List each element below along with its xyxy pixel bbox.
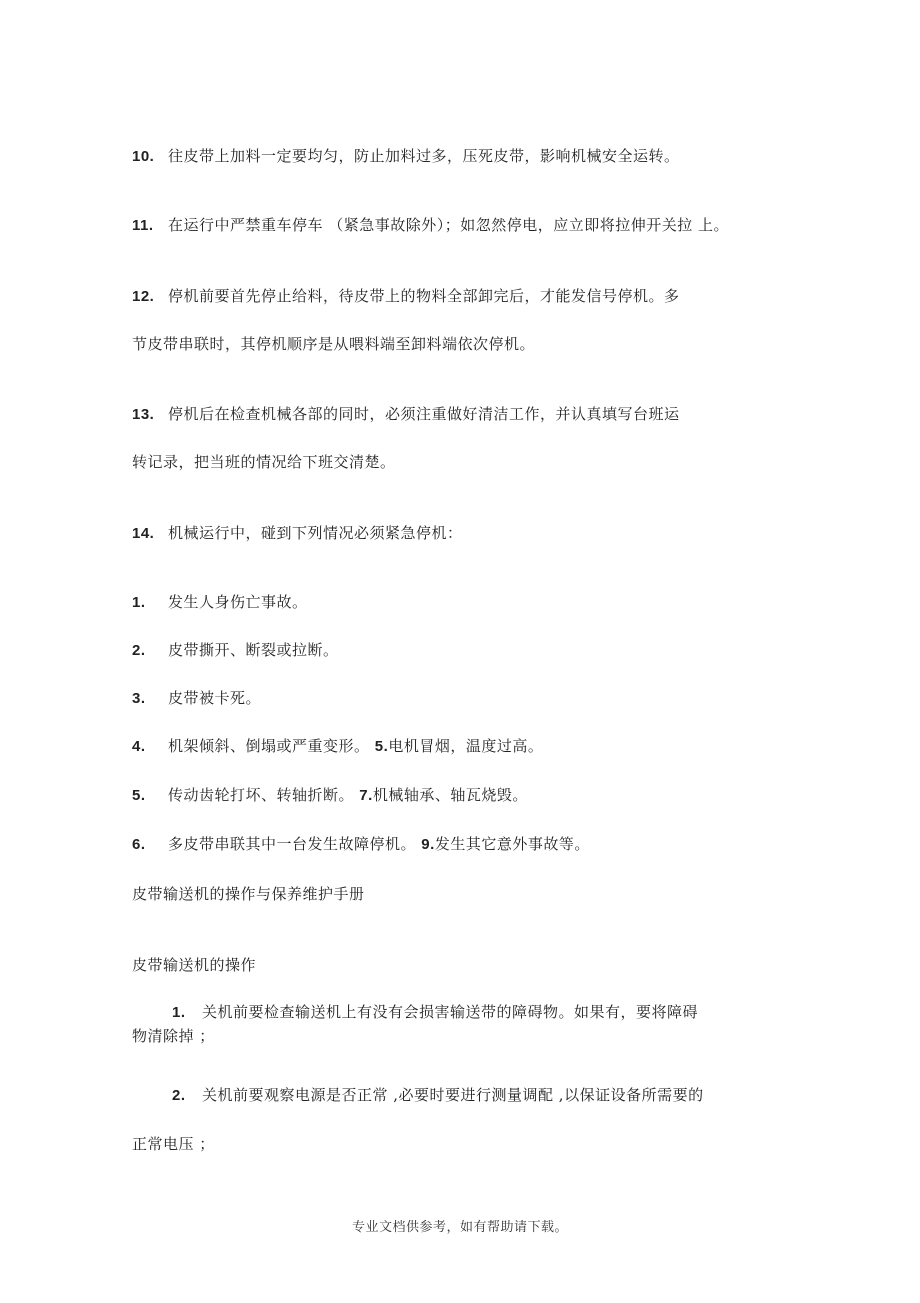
rule-11 — [132, 215, 729, 236]
rule-text: 机械运行中，碰到下列情况必须紧急停机： — [168, 524, 463, 542]
emergency-item-2 — [132, 640, 339, 661]
operation-text-continued: 正常电压 ； — [132, 1135, 215, 1153]
emergency-inline-number: 5. — [374, 738, 389, 755]
emergency-item-4 — [132, 736, 543, 757]
operation-text-continued: 物清除掉 ； — [132, 1027, 215, 1045]
emergency-number: 1. — [132, 594, 146, 611]
emergency-number: 4. — [132, 738, 146, 755]
rule-text: 停机前要首先停止给料，待皮带上的物料全部卸完后，才能发信号停机。多 — [168, 287, 680, 305]
operation-step-2-continuation — [132, 1134, 215, 1154]
operation-step-1-continuation — [132, 1026, 215, 1046]
rule-14 — [132, 523, 463, 544]
rule-number: 10. — [132, 148, 155, 165]
rule-13 — [132, 404, 680, 425]
emergency-text: 多皮带串联其中一台发生故障停机。 — [168, 835, 417, 853]
rule-12 — [132, 286, 680, 307]
rule-number: 13. — [132, 406, 155, 423]
rule-text: 往皮带上加料一定要均匀，防止加料过多，压死皮带，影响机械安全运转。 — [168, 147, 680, 165]
section-title: 皮带输送机的操作 — [132, 956, 257, 974]
rule-number: 14. — [132, 525, 155, 542]
emergency-number: 3. — [132, 690, 146, 707]
operation-step-2 — [172, 1085, 704, 1106]
rule-number: 11. — [132, 217, 154, 234]
emergency-text: 传动齿轮打坏、转轴折断。 — [168, 786, 355, 804]
emergency-item-5 — [132, 785, 528, 806]
emergency-item-3 — [132, 688, 261, 709]
rule-text-continued: 节皮带串联时，其停机顺序是从喂料端至卸料端依次停机。 — [132, 335, 536, 353]
operation-number: 1. — [172, 1004, 186, 1021]
emergency-item-6 — [132, 834, 590, 855]
operation-text: 关机前要观察电源是否正常 ,必要时要进行测量调配 ,以保证设备所需要的 — [202, 1086, 704, 1104]
operation-step-1 — [172, 1002, 698, 1023]
rule-text: 停机后在检查机械各部的同时，必须注重做好清洁工作，并认真填写台班运 — [168, 405, 680, 423]
emergency-number: 6. — [132, 836, 146, 853]
emergency-inline-number: 7. — [359, 787, 373, 804]
emergency-inline-text: 电机冒烟，温度过高。 — [388, 737, 544, 755]
emergency-text: 皮带撕开、断裂或拉断。 — [168, 641, 339, 659]
emergency-text: 机架倾斜、倒塌或严重变形。 — [168, 737, 370, 755]
rule-13-continuation — [132, 452, 396, 472]
rule-12-continuation — [132, 334, 535, 354]
emergency-item-1 — [132, 592, 308, 613]
rule-number: 12. — [132, 288, 155, 305]
emergency-inline-text: 发生其它意外事故等。 — [434, 835, 590, 853]
operation-number: 2. — [172, 1087, 186, 1104]
emergency-inline-text: 机械轴承、轴瓦烧毁。 — [372, 786, 528, 804]
operation-text: 关机前要检查输送机上有没有会损害输送带的障碍物。如果有，要将障碍 — [202, 1003, 699, 1021]
rule-text-continued: 转记录，把当班的情况给下班交清楚。 — [132, 453, 396, 471]
rule-text: 在运行中严禁重车停车 （紧急事故除外）；如忽然停电，应立即将拉伸开关拉 上。 — [168, 216, 730, 234]
rule-10 — [132, 146, 680, 167]
emergency-number: 5. — [132, 787, 146, 804]
emergency-inline-number: 9. — [421, 836, 435, 853]
page-footer: 专业文档供参考，如有帮助请下载。 — [351, 1220, 568, 1235]
emergency-text: 皮带被卡死。 — [168, 689, 262, 707]
emergency-number: 2. — [132, 642, 146, 659]
emergency-text: 发生人身伤亡事故。 — [168, 593, 308, 611]
manual-title: 皮带输送机的操作与保养维护手册 — [132, 885, 365, 903]
